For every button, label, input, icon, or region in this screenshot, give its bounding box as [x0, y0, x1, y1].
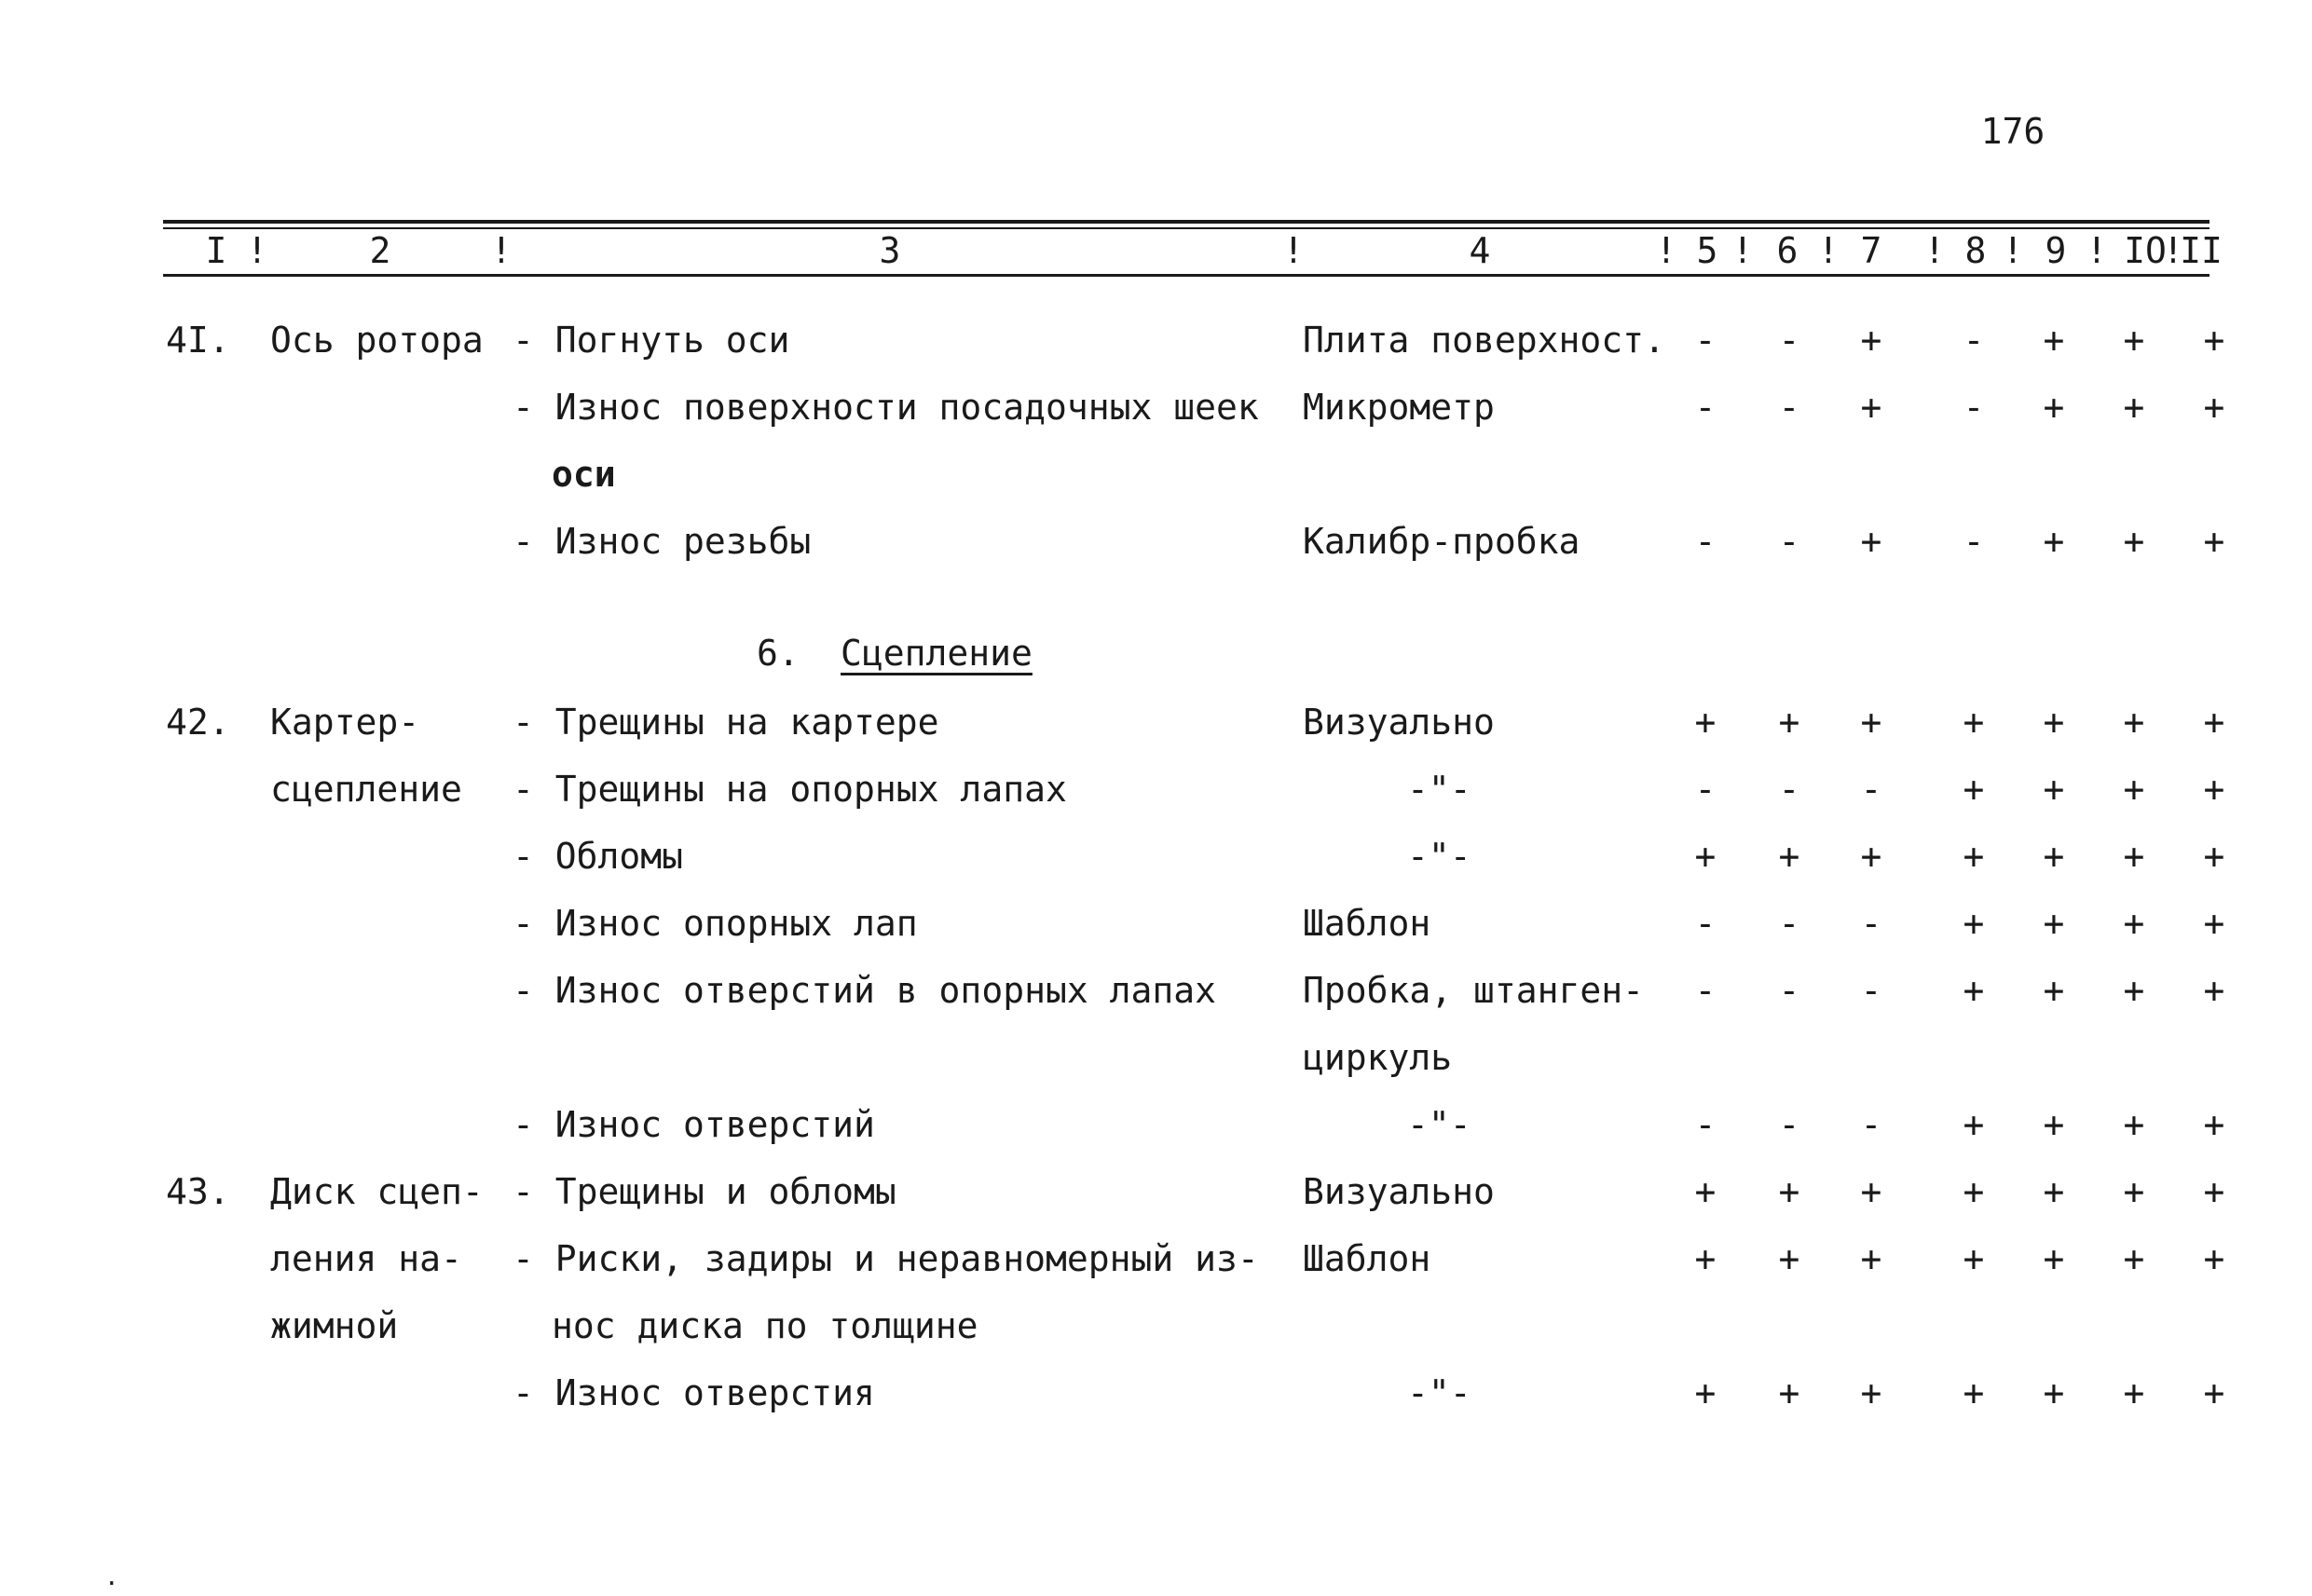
defect-text: - Износ отверстий в опорных лапах [513, 970, 1216, 1011]
mark-col-11: + [2203, 903, 2225, 944]
mark-col-6: - [1778, 1104, 1800, 1145]
header-separator: ! [2162, 230, 2184, 271]
mark-col-8: + [1963, 1372, 1985, 1413]
mark-col-5: + [1694, 836, 1717, 877]
mark-col-10: + [2123, 836, 2145, 877]
mark-col-11: + [2203, 836, 2225, 877]
inspection-method-ditto: -"- [1407, 1372, 1471, 1413]
mark-col-9: + [2043, 970, 2065, 1011]
mark-col-10: + [2123, 387, 2145, 428]
header-separator: ! [246, 230, 268, 271]
defect-text: - Трещины и обломы [513, 1171, 896, 1212]
mark-col-8: + [1963, 1104, 1985, 1145]
mark-col-5: + [1694, 702, 1717, 743]
part-name: ления на- [270, 1238, 462, 1279]
mark-col-6: - [1778, 320, 1800, 361]
section-number: 6. [757, 633, 800, 674]
mark-col-5: - [1694, 521, 1717, 562]
mark-col-5: + [1694, 1238, 1717, 1279]
mark-col-8: + [1963, 1238, 1985, 1279]
mark-col-8: - [1963, 387, 1985, 428]
header-separator: ! [1923, 230, 1946, 271]
header-separator: ! [1655, 230, 1677, 271]
mark-col-8: - [1963, 521, 1985, 562]
mark-col-7: + [1860, 1171, 1882, 1212]
mark-col-11: + [2203, 1171, 2225, 1212]
mark-col-10: + [2123, 1372, 2145, 1413]
header-col-2: 2 [369, 230, 391, 271]
mark-col-8: + [1963, 836, 1985, 877]
mark-col-7: - [1860, 970, 1882, 1011]
mark-col-7: + [1860, 521, 1882, 562]
mark-col-11: + [2203, 320, 2225, 361]
defect-text: - Обломы [513, 836, 684, 877]
header-separator: ! [490, 230, 513, 271]
mark-col-5: + [1694, 1171, 1717, 1212]
defect-text-continuation: нос диска по толщине [552, 1305, 978, 1346]
mark-col-7: + [1860, 702, 1882, 743]
mark-col-6: + [1778, 836, 1800, 877]
mark-col-8: + [1963, 769, 1985, 810]
inspection-method-ditto: -"- [1407, 836, 1471, 877]
header-col-8: 8 [1964, 230, 1987, 271]
inspection-method: Визуально [1303, 1171, 1495, 1212]
inspection-method: Калибр-пробка [1303, 521, 1580, 562]
mark-col-11: + [2203, 769, 2225, 810]
mark-col-11: + [2203, 1238, 2225, 1279]
mark-col-6: - [1778, 387, 1800, 428]
defect-text-continuation: оси [552, 454, 616, 495]
inspection-method: Микрометр [1303, 387, 1495, 428]
header-col-5: 5 [1696, 230, 1718, 271]
header-col-4: 4 [1469, 230, 1491, 271]
mark-col-9: + [2043, 702, 2065, 743]
header-separator: ! [2086, 230, 2108, 271]
inspection-method: Шаблон [1303, 1238, 1431, 1279]
mark-col-8: + [1963, 903, 1985, 944]
inspection-method-ditto: -"- [1407, 769, 1471, 810]
inspection-method: Плита поверхност. [1303, 320, 1665, 361]
mark-col-6: - [1778, 521, 1800, 562]
mark-col-10: + [2123, 702, 2145, 743]
header-col-7: 7 [1860, 230, 1882, 271]
mark-col-5: - [1694, 320, 1717, 361]
mark-col-10: + [2123, 521, 2145, 562]
inspection-method: Пробка, штанген- [1303, 970, 1645, 1011]
defect-text: - Риски, задиры и неравномерный из- [513, 1238, 1259, 1279]
mark-col-8: - [1963, 320, 1985, 361]
part-name: жимной [270, 1305, 399, 1346]
mark-col-9: + [2043, 1372, 2065, 1413]
mark-col-7: + [1860, 836, 1882, 877]
mark-col-10: + [2123, 970, 2145, 1011]
defect-text: - Износ поверхности посадочных шеек [513, 387, 1259, 428]
mark-col-7: - [1860, 769, 1882, 810]
mark-col-9: + [2043, 1238, 2065, 1279]
mark-col-9: + [2043, 769, 2065, 810]
mark-col-9: + [2043, 1104, 2065, 1145]
header-col-10: IO [2124, 230, 2167, 271]
mark-col-5: - [1694, 769, 1717, 810]
scan-speck: . [104, 1563, 119, 1591]
mark-col-10: + [2123, 320, 2145, 361]
mark-col-9: + [2043, 320, 2065, 361]
header-col-6: 6 [1776, 230, 1799, 271]
header-separator: ! [1282, 230, 1305, 271]
defect-text: - Трещины на картере [513, 702, 939, 743]
mark-col-8: + [1963, 970, 1985, 1011]
mark-col-5: - [1694, 970, 1717, 1011]
inspection-method: Визуально [1303, 702, 1495, 743]
header-separator: ! [1731, 230, 1754, 271]
mark-col-6: + [1778, 1238, 1800, 1279]
mark-col-8: + [1963, 702, 1985, 743]
mark-col-5: + [1694, 1372, 1717, 1413]
defect-text: - Износ опорных лап [513, 903, 918, 944]
mark-col-8: + [1963, 1171, 1985, 1212]
defect-text: - Износ отверстий [513, 1104, 875, 1145]
header-col-3: 3 [879, 230, 901, 271]
mark-col-6: + [1778, 702, 1800, 743]
mark-col-11: + [2203, 521, 2225, 562]
mark-col-9: + [2043, 836, 2065, 877]
defect-text: - Износ резьбы [513, 521, 812, 562]
mark-col-5: - [1694, 1104, 1717, 1145]
header-top-rule-thin [163, 227, 2209, 229]
section-title: Сцепление [841, 633, 1033, 674]
mark-col-10: + [2123, 1104, 2145, 1145]
mark-col-11: + [2203, 1372, 2225, 1413]
header-col-9: 9 [2045, 230, 2067, 271]
header-separator: ! [1817, 230, 1840, 271]
item-number: 42. [166, 702, 230, 743]
mark-col-9: + [2043, 1171, 2065, 1212]
mark-col-7: - [1860, 1104, 1882, 1145]
mark-col-9: + [2043, 521, 2065, 562]
mark-col-6: - [1778, 970, 1800, 1011]
mark-col-9: + [2043, 387, 2065, 428]
header-top-rule [163, 220, 2209, 224]
part-name: Ось ротора [270, 320, 484, 361]
mark-col-10: + [2123, 903, 2145, 944]
mark-col-9: + [2043, 903, 2065, 944]
mark-col-11: + [2203, 970, 2225, 1011]
header-bottom-rule [163, 274, 2209, 277]
header-col-1: I [205, 230, 227, 271]
mark-col-5: - [1694, 903, 1717, 944]
defect-text: - Износ отверстия [513, 1372, 875, 1413]
part-name: сцепление [270, 769, 462, 810]
mark-col-7: - [1860, 903, 1882, 944]
inspection-method-ditto: -"- [1407, 1104, 1471, 1145]
item-number: 43. [166, 1171, 230, 1212]
part-name: Картер- [270, 702, 420, 743]
mark-col-6: + [1778, 1171, 1800, 1212]
mark-col-7: + [1860, 387, 1882, 428]
mark-col-5: - [1694, 387, 1717, 428]
mark-col-6: - [1778, 769, 1800, 810]
mark-col-11: + [2203, 702, 2225, 743]
part-name: Диск сцеп- [270, 1171, 484, 1212]
defect-text: - Трещины на опорных лапах [513, 769, 1067, 810]
mark-col-11: + [2203, 387, 2225, 428]
mark-col-10: + [2123, 769, 2145, 810]
mark-col-7: + [1860, 1238, 1882, 1279]
mark-col-6: - [1778, 903, 1800, 944]
mark-col-10: + [2123, 1238, 2145, 1279]
header-separator: ! [2002, 230, 2024, 271]
inspection-method: Шаблон [1303, 903, 1431, 944]
mark-col-7: + [1860, 320, 1882, 361]
header-col-11: II [2180, 230, 2223, 271]
mark-col-7: + [1860, 1372, 1882, 1413]
item-number: 4I. [166, 320, 230, 361]
page-number: 176 [1980, 111, 2045, 152]
mark-col-10: + [2123, 1171, 2145, 1212]
defect-text: - Погнуть оси [513, 320, 790, 361]
inspection-method-continuation: циркуль [1303, 1037, 1453, 1078]
mark-col-11: + [2203, 1104, 2225, 1145]
mark-col-6: + [1778, 1372, 1800, 1413]
